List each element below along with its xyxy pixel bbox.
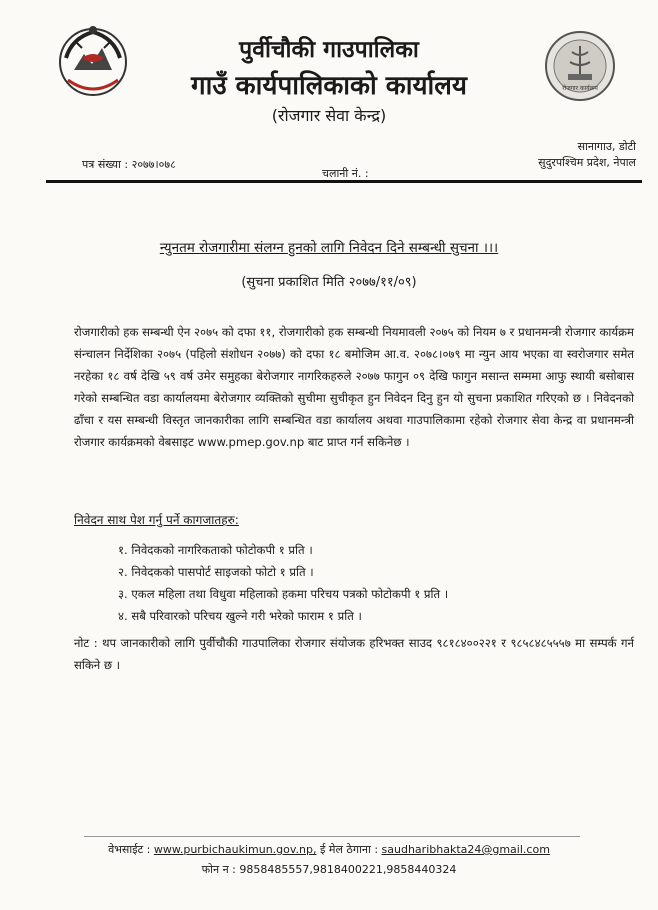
footer-web-email bbox=[0, 842, 658, 857]
dispatch-number: चलानी नं. : bbox=[322, 167, 369, 180]
email-label: ई मेल ठेगाना : bbox=[320, 843, 379, 856]
phone-label: फोन न : bbox=[201, 863, 236, 876]
reference-number: पत्र संख्या : २०७७।०७८ bbox=[82, 158, 176, 171]
published-date: (सुचना प्रकाशित मिति २०७७/११/०९) bbox=[241, 275, 417, 290]
contact-note: नोट : थप जानकारीको लागि पुर्वीचौकी गाउपालिका रोजगार संयोजक हरिभक्त साउद ९८१८४००२२१ र ९८५८४८५५५७ मा सम्पर्क गर्न सकिने छ । bbox=[74, 636, 634, 672]
address-line-2: सुदुरपश्चिम प्रदेश, नेपाल bbox=[538, 156, 636, 169]
website-label: वेभसाईट : bbox=[108, 843, 151, 856]
documents-heading: निवेदन साथ पेश गर्नु पर्ने कागजातहरु: bbox=[74, 513, 239, 527]
documents-list bbox=[118, 539, 448, 627]
office-name: गाउँ कार्यपालिकाको कार्यालय bbox=[191, 71, 467, 101]
notice-body: रोजगारीको हक सम्बन्धी ऐन २०७५ को दफा ११, रोजगारीको हक सम्बन्धी नियमावली २०७५ को नियम ७ र प्रधानमन्त्री रोजगार कार्यक्रम संन्चालन निर्देशिका २०७५ (पहिलो संशोधन २०७७) को दफा १८ बमोजिम आ.व. २०७८।०७९ मा न्युन आय भएका वा स्वरोजगार समेत नरहेका १८ वर्ष देखि ५९ वर्ष उमेर समुहका बेरोजगार नागरिकहरुले २०७७ फागुन ०९ देखि फागुन मसान्त सम्ममा आफु स्थायी बसोबास गरेको सम्बन्धित वडा कार्यालयमा बेरोजगार व्यक्तिको सुचीमा सुचीकृत हुन निवेदन दिनु हुन यो सुचना प्रकाशित गरिएको छ । निवेदनको ढाँचा र यस सम्बन्धी विस्तृत जानकारीका लागि सम्बन्धित वडा कार्यालय अथवा गाउपालिकामा रहेको रोजगार सेवा केन्द्र वा प्रधानमन्त्री रोजगार कार्यक्रमको वेबसाइट www.pmep.gov.np बाट प्राप्त गर्न सकिनेछ । bbox=[74, 325, 634, 449]
document-item: १. निवेदकको नागरिकताको फोटोकपी १ प्रति । bbox=[118, 543, 313, 557]
service-center-name: (रोजगार सेवा केन्द्र) bbox=[271, 106, 387, 125]
document-item: ३. एकल महिला तथा विधुवा महिलाको हकमा परिचय पत्रको फोटोकपी १ प्रति । bbox=[118, 587, 449, 601]
email-link[interactable]: saudharibhakta24@gmail.com bbox=[381, 843, 550, 856]
header-divider bbox=[46, 180, 642, 183]
document-item: २. निवेदकको पासपोर्ट साइजको फोटो १ प्रति । bbox=[118, 565, 314, 579]
phone-numbers: 9858485557,9818400221,9858440324 bbox=[239, 863, 457, 876]
employment-program-logo-icon bbox=[542, 28, 618, 104]
footer-divider bbox=[84, 836, 580, 837]
address-line-1: सानागाउ, डोटी bbox=[577, 140, 636, 153]
document-item: ४. सबै परिवारको परिचय खुल्ने गरी भरेको फाराम १ प्रति । bbox=[118, 609, 362, 623]
notice-subject-text: न्युनतम रोजगारीमा संलग्न हुनको लागि निवेदन दिने सम्बन्धी सुचना ।।। bbox=[159, 240, 499, 256]
employment-program-logo-text: रोजगार कार्यक्रम bbox=[562, 85, 598, 92]
municipality-name: पुर्वीचौकी गाउपालिका bbox=[239, 37, 419, 63]
footer-phone bbox=[0, 862, 658, 877]
website-link[interactable]: www.purbichaukimun.gov.np, bbox=[153, 843, 317, 856]
notice-subject bbox=[0, 238, 658, 256]
